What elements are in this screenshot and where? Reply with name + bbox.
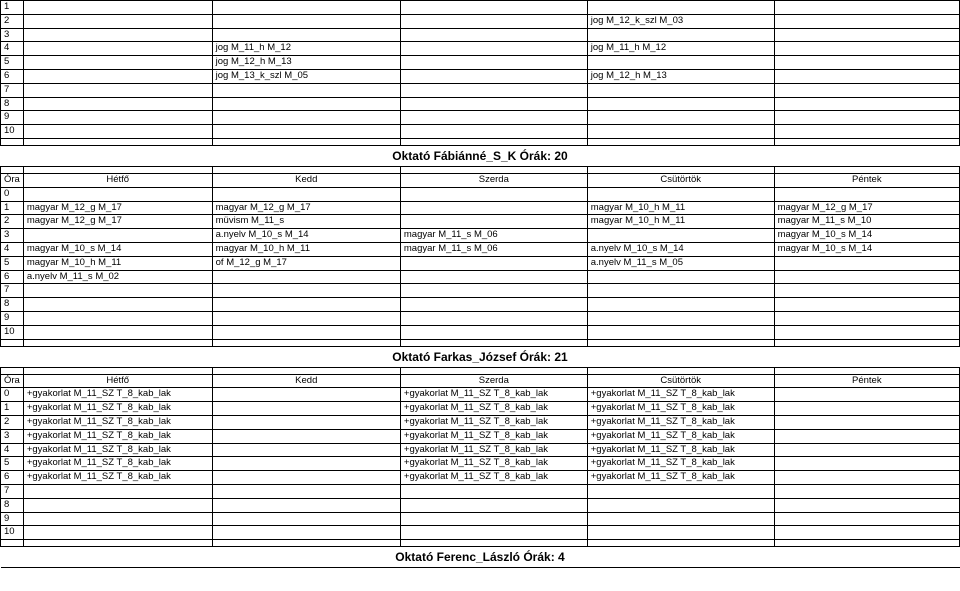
row-number-cell[interactable]: 2 — [1, 14, 24, 28]
timetable-cell[interactable]: jog M_12_h M_13 — [212, 56, 400, 70]
timetable-cell[interactable] — [774, 415, 959, 429]
teacher-title: Oktató Ferenc_László Órák: 4 — [395, 550, 565, 565]
timetable-cell[interactable] — [23, 83, 212, 97]
timetable-cell[interactable] — [587, 97, 774, 111]
timetable-cell[interactable] — [400, 125, 587, 139]
timetable-cell[interactable] — [587, 270, 774, 284]
timetable-cell[interactable] — [400, 97, 587, 111]
timetable-cell[interactable] — [774, 512, 959, 526]
empty-cell[interactable] — [23, 339, 212, 346]
empty-cell[interactable] — [587, 166, 774, 173]
timetable-cell[interactable] — [400, 1, 587, 15]
empty-cell[interactable] — [587, 540, 774, 547]
timetable-cell[interactable]: magyar M_10_s M_14 — [774, 229, 959, 243]
timetable-cell[interactable]: +gyakorlat M_11_SZ T_8_kab_lak — [400, 457, 587, 471]
row-number-cell[interactable]: 1 — [1, 402, 24, 416]
row-number-cell[interactable]: 6 — [1, 69, 24, 83]
table-row — [1, 69, 960, 83]
timetable-cell[interactable] — [212, 111, 400, 125]
table-row — [1, 256, 960, 270]
empty-cell[interactable] — [400, 367, 587, 374]
empty-cell[interactable] — [400, 540, 587, 547]
table-row — [1, 201, 960, 215]
timetable-cell[interactable]: +gyakorlat M_11_SZ T_8_kab_lak — [23, 402, 212, 416]
table-row — [1, 429, 960, 443]
row-number-cell[interactable]: 4 — [1, 443, 24, 457]
table-row — [1, 402, 960, 416]
timetable-cell[interactable] — [212, 526, 400, 540]
empty-cell[interactable] — [23, 367, 212, 374]
table-row — [1, 56, 960, 70]
timetable-cell[interactable] — [774, 69, 959, 83]
empty-cell[interactable] — [212, 166, 400, 173]
timetable-cell[interactable]: a.nyelv M_11_s M_05 — [587, 256, 774, 270]
timetable-cell[interactable] — [400, 69, 587, 83]
timetable-cell[interactable]: magyar M_10_h M_11 — [212, 242, 400, 256]
table-row — [1, 484, 960, 498]
day-header-cell[interactable]: Csütörtök — [587, 374, 774, 388]
timetable-cell[interactable]: a.nyelv M_10_s M_14 — [587, 242, 774, 256]
timetable-cell[interactable]: +gyakorlat M_11_SZ T_8_kab_lak — [587, 443, 774, 457]
timetable-cell[interactable]: +gyakorlat M_11_SZ T_8_kab_lak — [400, 388, 587, 402]
timetable-cell[interactable] — [774, 429, 959, 443]
timetable-cell[interactable] — [23, 28, 212, 42]
timetable-cell[interactable]: magyar M_10_h M_11 — [587, 201, 774, 215]
row-number-cell[interactable]: 9 — [1, 111, 24, 125]
timetable-cell[interactable] — [212, 498, 400, 512]
timetable-cell[interactable] — [400, 14, 587, 28]
timetable-cell[interactable] — [774, 284, 959, 298]
timetable-cell[interactable] — [212, 415, 400, 429]
timetable-cell[interactable] — [774, 402, 959, 416]
timetable-cell[interactable]: +gyakorlat M_11_SZ T_8_kab_lak — [400, 443, 587, 457]
table-row — [1, 125, 960, 139]
row-number-cell[interactable]: 7 — [1, 284, 24, 298]
day-header-cell[interactable]: Szerda — [400, 173, 587, 187]
timetable-cell[interactable] — [212, 402, 400, 416]
empty-cell[interactable] — [587, 138, 774, 145]
timetable-cell[interactable] — [774, 256, 959, 270]
row-number-cell[interactable]: 7 — [1, 484, 24, 498]
timetable-cell[interactable] — [212, 28, 400, 42]
timetable-cell[interactable] — [774, 56, 959, 70]
timetable-cell[interactable]: +gyakorlat M_11_SZ T_8_kab_lak — [23, 429, 212, 443]
day-header-cell[interactable]: Péntek — [774, 374, 959, 388]
timetable-cell[interactable] — [212, 311, 400, 325]
empty-cell[interactable] — [23, 540, 212, 547]
timetable-cell[interactable]: +gyakorlat M_11_SZ T_8_kab_lak — [400, 415, 587, 429]
timetable-cell[interactable]: magyar M_10_s M_14 — [23, 242, 212, 256]
empty-cell[interactable] — [774, 138, 959, 145]
row-number-cell[interactable]: 3 — [1, 429, 24, 443]
timetable-cell[interactable]: magyar M_10_h M_11 — [587, 215, 774, 229]
timetable-cell[interactable] — [212, 97, 400, 111]
row-number-cell[interactable]: 5 — [1, 457, 24, 471]
timetable-cell[interactable] — [400, 512, 587, 526]
timetable-cell[interactable] — [587, 526, 774, 540]
timetable-cell[interactable] — [212, 187, 400, 201]
table-row — [1, 284, 960, 298]
empty-cell[interactable] — [1, 540, 24, 547]
timetable-cell[interactable] — [23, 187, 212, 201]
row-number-cell[interactable]: 8 — [1, 97, 24, 111]
empty-cell[interactable] — [212, 138, 400, 145]
row-number-cell[interactable]: 9 — [1, 311, 24, 325]
empty-cell[interactable] — [400, 138, 587, 145]
row-number-cell[interactable]: 4 — [1, 242, 24, 256]
timetable-cell[interactable]: +gyakorlat M_11_SZ T_8_kab_lak — [587, 471, 774, 485]
table-row — [1, 311, 960, 325]
timetable-cell[interactable] — [774, 471, 959, 485]
timetable-cell[interactable] — [774, 311, 959, 325]
day-header-cell[interactable]: Kedd — [212, 173, 400, 187]
timetable-cell[interactable] — [212, 298, 400, 312]
row-number-cell[interactable]: 1 — [1, 201, 24, 215]
timetable-cell[interactable] — [587, 125, 774, 139]
timetable-cell[interactable] — [212, 429, 400, 443]
timetable-cell[interactable] — [400, 311, 587, 325]
timetable-cell[interactable] — [400, 325, 587, 339]
timetable-cell[interactable] — [400, 42, 587, 56]
timetable-cell[interactable] — [587, 484, 774, 498]
timetable-cell[interactable]: +gyakorlat M_11_SZ T_8_kab_lak — [400, 471, 587, 485]
day-header-cell[interactable]: Szerda — [400, 374, 587, 388]
day-header-row — [1, 173, 960, 187]
timetable-cell[interactable] — [774, 83, 959, 97]
timetable-cell[interactable]: +gyakorlat M_11_SZ T_8_kab_lak — [23, 415, 212, 429]
timetable-cell[interactable] — [774, 325, 959, 339]
table-row — [1, 388, 960, 402]
spacer-row — [1, 166, 960, 173]
timetable-cell[interactable]: +gyakorlat M_11_SZ T_8_kab_lak — [23, 457, 212, 471]
timetable-cell[interactable] — [400, 256, 587, 270]
timetable-cell[interactable]: a.nyelv M_10_s M_14 — [212, 229, 400, 243]
table-row — [1, 498, 960, 512]
table-row — [1, 42, 960, 56]
timetable-cell[interactable] — [400, 270, 587, 284]
timetable-cell[interactable] — [23, 325, 212, 339]
timetable-cell[interactable] — [23, 69, 212, 83]
timetable-cell[interactable] — [212, 1, 400, 15]
timetable-cell[interactable]: +gyakorlat M_11_SZ T_8_kab_lak — [587, 402, 774, 416]
spacer-row — [1, 339, 960, 346]
timetable-cell[interactable] — [774, 97, 959, 111]
row-number-cell[interactable]: 4 — [1, 42, 24, 56]
row-number-cell[interactable]: 2 — [1, 415, 24, 429]
timetable-cell[interactable] — [587, 325, 774, 339]
day-header-cell[interactable]: Óra — [1, 173, 24, 187]
timetable-cell[interactable]: +gyakorlat M_11_SZ T_8_kab_lak — [587, 457, 774, 471]
row-number-cell[interactable]: 0 — [1, 388, 24, 402]
timetable-cell[interactable] — [400, 298, 587, 312]
timetable-cell[interactable]: of M_12_g M_17 — [212, 256, 400, 270]
empty-cell[interactable] — [212, 339, 400, 346]
empty-cell[interactable] — [587, 367, 774, 374]
empty-cell[interactable] — [23, 166, 212, 173]
timetable-cell[interactable] — [774, 1, 959, 15]
table-row — [1, 1, 960, 15]
timetable-cell[interactable] — [774, 484, 959, 498]
timetable-cell[interactable] — [774, 125, 959, 139]
row-number-cell[interactable]: 10 — [1, 325, 24, 339]
table-row — [1, 229, 960, 243]
empty-cell[interactable] — [1, 166, 24, 173]
timetable-cell[interactable] — [400, 187, 587, 201]
day-header-cell[interactable]: Péntek — [774, 173, 959, 187]
timetable-cell[interactable]: jog M_11_h M_12 — [212, 42, 400, 56]
timetable-cell[interactable]: magyar M_10_h M_11 — [23, 256, 212, 270]
timetable-cell[interactable] — [212, 457, 400, 471]
timetable-cell[interactable] — [212, 14, 400, 28]
timetable-cell[interactable]: +gyakorlat M_11_SZ T_8_kab_lak — [400, 402, 587, 416]
table-row — [1, 457, 960, 471]
timetable-cell[interactable]: +gyakorlat M_11_SZ T_8_kab_lak — [23, 388, 212, 402]
timetable-cell[interactable] — [587, 229, 774, 243]
row-number-cell[interactable]: 6 — [1, 270, 24, 284]
timetable-cell[interactable] — [400, 201, 587, 215]
day-header-cell[interactable]: Hétfő — [23, 374, 212, 388]
timetable-cell[interactable] — [587, 56, 774, 70]
timetable-cell[interactable] — [400, 284, 587, 298]
timetable-cell[interactable]: magyar M_11_s M_10 — [774, 215, 959, 229]
timetable-cell[interactable] — [212, 284, 400, 298]
timetable-cell[interactable]: magyar M_12_g M_17 — [774, 201, 959, 215]
empty-cell[interactable] — [23, 138, 212, 145]
timetable-cell[interactable]: magyar M_11_s M_06 — [400, 242, 587, 256]
row-number-cell[interactable]: 10 — [1, 526, 24, 540]
timetable-cell[interactable]: magyar M_12_g M_17 — [23, 201, 212, 215]
teacher-title: Oktató Farkas_József Órák: 21 — [392, 349, 568, 364]
timetable-cell[interactable] — [212, 512, 400, 526]
timetable-cell[interactable] — [23, 1, 212, 15]
timetable-cell[interactable] — [774, 28, 959, 42]
timetable-cell[interactable]: +gyakorlat M_11_SZ T_8_kab_lak — [587, 388, 774, 402]
timetable-cell[interactable]: magyar M_11_s M_06 — [400, 229, 587, 243]
timetable-cell[interactable]: magyar M_12_g M_17 — [23, 215, 212, 229]
row-number-cell[interactable]: 8 — [1, 298, 24, 312]
timetable-cell[interactable] — [23, 484, 212, 498]
row-number-cell[interactable]: 2 — [1, 215, 24, 229]
timetable-cell[interactable] — [23, 298, 212, 312]
teacher-title-cell[interactable] — [1, 145, 960, 166]
timetable-cell[interactable] — [400, 484, 587, 498]
timetable-cell[interactable]: +gyakorlat M_11_SZ T_8_kab_lak — [23, 443, 212, 457]
table-row — [1, 443, 960, 457]
timetable-cell[interactable] — [23, 14, 212, 28]
timetable-cell[interactable] — [774, 270, 959, 284]
timetable-cell[interactable] — [23, 498, 212, 512]
timetable-cell[interactable] — [212, 83, 400, 97]
timetable-cell[interactable] — [774, 187, 959, 201]
timetable-cell[interactable] — [23, 512, 212, 526]
timetable-cell[interactable] — [400, 498, 587, 512]
timetable-cell[interactable] — [587, 83, 774, 97]
timetable-cell[interactable] — [774, 498, 959, 512]
row-number-cell[interactable]: 7 — [1, 83, 24, 97]
sheet-body — [1, 1, 960, 568]
row-number-cell[interactable]: 1 — [1, 1, 24, 15]
timetable-cell[interactable] — [23, 42, 212, 56]
row-number-cell[interactable]: 5 — [1, 56, 24, 70]
timetable-cell[interactable] — [774, 111, 959, 125]
timetable-cell[interactable] — [212, 325, 400, 339]
timetable-cell[interactable] — [212, 388, 400, 402]
timetable-cell[interactable] — [774, 14, 959, 28]
row-number-cell[interactable]: 3 — [1, 229, 24, 243]
timetable-cell[interactable] — [212, 484, 400, 498]
timetable-cell[interactable]: a.nyelv M_11_s M_02 — [23, 270, 212, 284]
spacer-row — [1, 367, 960, 374]
row-number-cell[interactable]: 9 — [1, 512, 24, 526]
timetable-cell[interactable] — [23, 125, 212, 139]
timetable-cell[interactable]: jog M_13_k_szl M_05 — [212, 69, 400, 83]
timetable-cell[interactable]: müvism M_11_s — [212, 215, 400, 229]
timetable-cell[interactable] — [212, 471, 400, 485]
timetable-cell[interactable] — [774, 298, 959, 312]
timetable-cell[interactable] — [774, 388, 959, 402]
day-header-cell[interactable]: Csütörtök — [587, 173, 774, 187]
timetable-cell[interactable] — [23, 311, 212, 325]
timetable-cell[interactable] — [587, 498, 774, 512]
timetable-cell[interactable] — [212, 270, 400, 284]
table-row — [1, 471, 960, 485]
day-header-row — [1, 374, 960, 388]
table-row — [1, 526, 960, 540]
timetable-cell[interactable] — [587, 1, 774, 15]
day-header-cell[interactable]: Óra — [1, 374, 24, 388]
row-number-cell[interactable]: 3 — [1, 28, 24, 42]
timetable-cell[interactable] — [400, 56, 587, 70]
timetable-cell[interactable] — [587, 111, 774, 125]
table-row — [1, 28, 960, 42]
teacher-title-cell[interactable] — [1, 346, 960, 367]
timetable-cell[interactable]: +gyakorlat M_11_SZ T_8_kab_lak — [587, 415, 774, 429]
teacher-title: Oktató Fábiánné_S_K Órák: 20 — [392, 148, 568, 163]
table-row — [1, 97, 960, 111]
teacher-title-row — [1, 145, 960, 166]
table-row — [1, 512, 960, 526]
timetable-cell[interactable] — [400, 111, 587, 125]
row-number-cell[interactable]: 10 — [1, 125, 24, 139]
teacher-title-cell[interactable] — [1, 547, 960, 568]
empty-cell[interactable] — [774, 166, 959, 173]
timetable-cell[interactable] — [774, 457, 959, 471]
table-row — [1, 187, 960, 201]
teacher-title-row — [1, 346, 960, 367]
row-number-cell[interactable]: 0 — [1, 187, 24, 201]
timetable-cell[interactable] — [587, 187, 774, 201]
empty-cell[interactable] — [400, 166, 587, 173]
timetable-cell[interactable]: +gyakorlat M_11_SZ T_8_kab_lak — [400, 429, 587, 443]
empty-cell[interactable] — [774, 339, 959, 346]
timetable-cell[interactable] — [587, 28, 774, 42]
table-row — [1, 298, 960, 312]
table-row — [1, 215, 960, 229]
empty-cell[interactable] — [1, 367, 24, 374]
spacer-row — [1, 138, 960, 145]
timetable-cell[interactable]: +gyakorlat M_11_SZ T_8_kab_lak — [23, 471, 212, 485]
timetable-cell[interactable] — [212, 125, 400, 139]
day-header-cell[interactable]: Kedd — [212, 374, 400, 388]
table-row — [1, 270, 960, 284]
table-row — [1, 14, 960, 28]
timetable-cell[interactable] — [23, 284, 212, 298]
timetable-cell[interactable] — [23, 97, 212, 111]
timetable-cell[interactable] — [23, 56, 212, 70]
empty-cell[interactable] — [212, 367, 400, 374]
timetable-cell[interactable] — [23, 526, 212, 540]
timetable-cell[interactable]: jog M_12_h M_13 — [587, 69, 774, 83]
empty-cell[interactable] — [774, 367, 959, 374]
row-number-cell[interactable]: 6 — [1, 471, 24, 485]
timetable-cell[interactable] — [400, 526, 587, 540]
timetable-cell[interactable]: jog M_11_h M_12 — [587, 42, 774, 56]
timetable-cell[interactable] — [212, 443, 400, 457]
timetable-cell[interactable] — [774, 443, 959, 457]
timetable-cell[interactable] — [400, 215, 587, 229]
empty-cell[interactable] — [1, 339, 24, 346]
empty-cell[interactable] — [1, 138, 24, 145]
row-number-cell[interactable]: 8 — [1, 498, 24, 512]
table-row — [1, 111, 960, 125]
empty-cell[interactable] — [400, 339, 587, 346]
timetable-cell[interactable] — [400, 28, 587, 42]
timetable-cell[interactable] — [587, 512, 774, 526]
timetable-cell[interactable] — [774, 526, 959, 540]
timetable-cell[interactable] — [23, 111, 212, 125]
empty-cell[interactable] — [774, 540, 959, 547]
timetable-cell[interactable]: magyar M_10_s M_14 — [774, 242, 959, 256]
timetable-cell[interactable]: magyar M_12_g M_17 — [212, 201, 400, 215]
timetable-cell[interactable]: jog M_12_k_szl M_03 — [587, 14, 774, 28]
table-row — [1, 83, 960, 97]
teacher-title-row — [1, 547, 960, 568]
timetable-cell[interactable] — [587, 311, 774, 325]
empty-cell[interactable] — [587, 339, 774, 346]
timetable-cell[interactable] — [587, 284, 774, 298]
day-header-cell[interactable]: Hétfő — [23, 173, 212, 187]
table-row — [1, 415, 960, 429]
timetable-cell[interactable] — [587, 298, 774, 312]
empty-cell[interactable] — [212, 540, 400, 547]
spacer-row — [1, 540, 960, 547]
row-number-cell[interactable]: 5 — [1, 256, 24, 270]
table-row — [1, 242, 960, 256]
timetable-cell[interactable]: +gyakorlat M_11_SZ T_8_kab_lak — [587, 429, 774, 443]
timetable-cell[interactable] — [400, 83, 587, 97]
table-row — [1, 325, 960, 339]
timetable-cell[interactable] — [23, 229, 212, 243]
timetable-cell[interactable] — [774, 42, 959, 56]
